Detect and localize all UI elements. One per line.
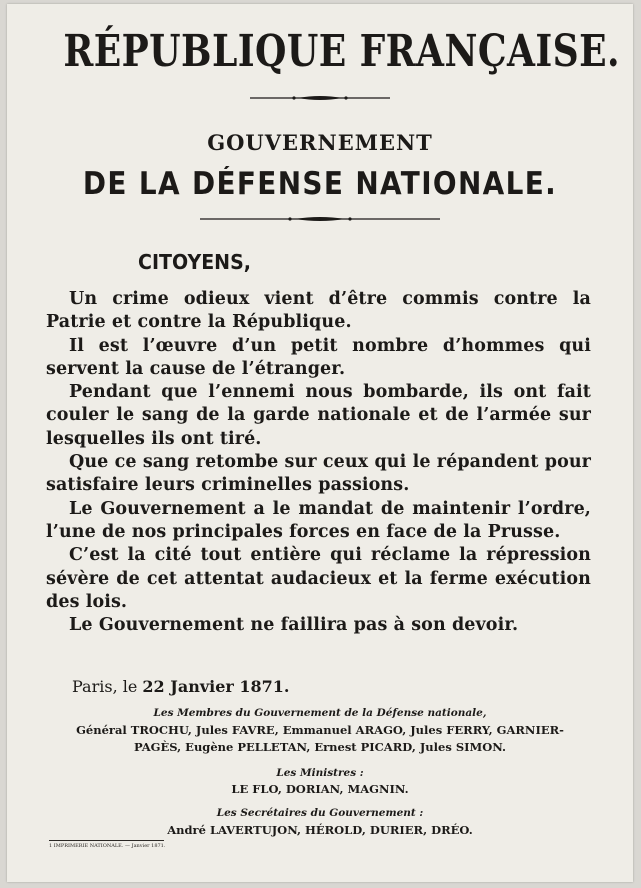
paragraph: Que ce sang retombe sur ceux qui le répandent pour satisfaire leurs criminelles passions. xyxy=(46,452,591,496)
paragraph: Un crime odieux vient d’être commis contre la Patrie et contre la République. xyxy=(46,289,591,333)
members-heading: Les Membres du Gouvernement de la Défense nationale, xyxy=(153,707,487,719)
members-names-line2: PAGÈS, Eugène PELLETAN, Ernest PICARD, Jules SIMON. xyxy=(133,740,507,754)
poster-title: RÉPUBLIQUE FRANÇAISE. xyxy=(63,26,621,77)
paragraph: Il est l’œuvre d’un petit nombre d’hommes qui servent la cause de l’étranger. xyxy=(46,335,591,379)
ornament-divider-middle xyxy=(7,215,633,223)
date-line xyxy=(72,679,289,695)
salutation: CITOYENS, xyxy=(138,250,251,274)
members-names-line1: Général TROCHU, Jules FAVRE, Emmanuel ARAGO, Jules FERRY, GARNIER- xyxy=(76,723,564,737)
printer-imprint: 1 IMPRIMERIE NATIONALE. — Janvier 1871. xyxy=(49,843,166,849)
ornament-divider-top xyxy=(7,94,633,102)
paragraph: C’est la cité tout entière qui réclame la répression sévère de cet attentat audacieux et la ferme exécution des lois. xyxy=(46,545,591,612)
ministers-heading: Les Ministres : xyxy=(276,767,364,779)
paragraph: Pendant que l’ennemi nous bombarde, ils ont fait couler le sang de la garde nationale et de l’armée sur lesquelles ils ont tiré. xyxy=(46,382,591,449)
government-subheading: DE LA DÉFENSE NATIONALE. xyxy=(82,166,558,202)
secretaries-names: André LAVERTUJON, HÉROLD, DURIER, DRÉO. xyxy=(167,823,473,837)
paragraph: Le Gouvernement a le mandat de maintenir l’ordre, l’une de nos principales forces en face de la Prusse. xyxy=(46,498,591,542)
government-heading: GOUVERNEMENT xyxy=(207,130,433,155)
secretaries-heading: Les Secrétaires du Gouvernement : xyxy=(216,807,424,819)
date-value: 22 Janvier 1871. xyxy=(142,677,290,696)
poster-sheet xyxy=(7,4,633,882)
proclamation-body xyxy=(46,288,591,637)
printer-rule xyxy=(49,840,164,841)
paragraph: Le Gouvernement ne faillira pas à son devoir. xyxy=(69,615,519,636)
ministers-names: LE FLO, DORIAN, MAGNIN. xyxy=(231,782,409,796)
date-place: Paris, le xyxy=(72,677,138,696)
